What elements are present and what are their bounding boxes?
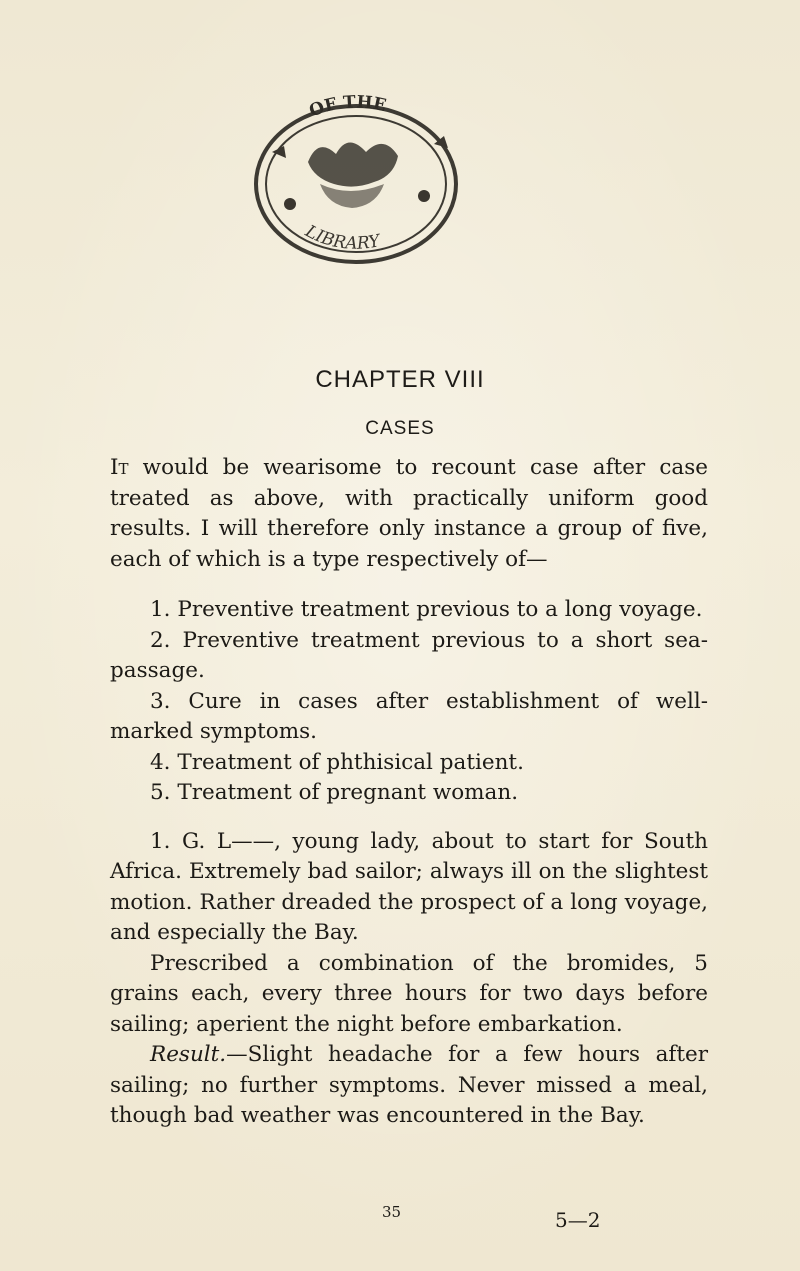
prescription-paragraph: Prescribed a combination of the bromides, 5 grains each, every three hours for two days before sailing; aperient the night before embarkation.	[110, 950, 708, 1037]
svg-text:LIBRARY: LIBRARY	[301, 221, 382, 254]
svg-text:OF THE: OF THE	[306, 92, 388, 122]
list-item: 2. Preventive treatment previous to a short sea-passage.	[110, 627, 708, 683]
list-item: 3. Cure in cases after establishment of well-marked symptoms.	[110, 688, 708, 744]
list-item: 1. Preventive treatment previous to a long voyage.	[150, 597, 703, 622]
library-stamp-icon	[238, 92, 470, 268]
signature-mark: 5—2	[555, 1208, 601, 1232]
result-label: Result.	[150, 1042, 227, 1067]
result-text: —Slight headache for a few hours after sailing; no further symptoms. Never missed a meal, though bad weather was encountered in the Bay.	[110, 1042, 708, 1128]
chapter-heading: CHAPTER VIII	[315, 366, 485, 393]
intro-rest: would be wearisome to recount case after case treated as above, with practically uniform good results. I will therefore only instance a group of five, each of which is a type respectively of—	[110, 455, 708, 572]
page-number: 35	[382, 1203, 402, 1221]
body-text	[110, 453, 708, 1132]
intro-paragraph	[110, 453, 708, 575]
result-paragraph	[110, 1040, 708, 1132]
intro-first-word: It	[110, 455, 129, 480]
section-heading: CASES	[365, 418, 435, 439]
list-item: 5. Treatment of pregnant woman.	[150, 780, 519, 805]
list-item: 4. Treatment of phthisical patient.	[150, 749, 524, 775]
case-1-paragraph: 1. G. L——, young lady, about to start for South Africa. Extremely bad sailor; always ill on the slightest motion. Rather dreaded the prospect of a long voyage, and especially the Bay.	[110, 828, 708, 945]
